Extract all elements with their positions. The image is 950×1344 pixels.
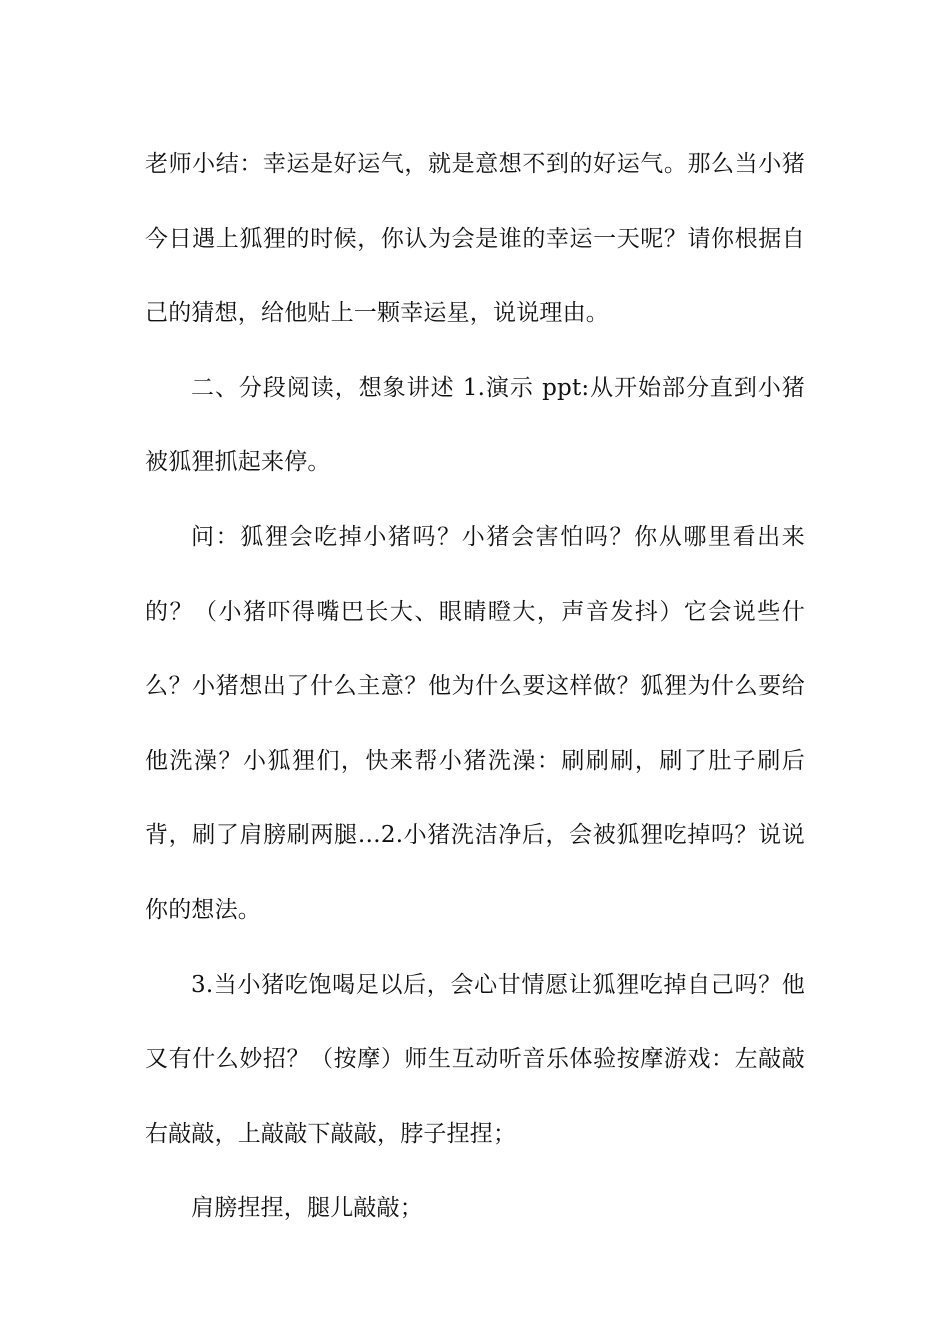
- document-body: [145, 127, 805, 1246]
- paragraph-questions: 问：狐狸会吃掉小猪吗？小猪会害怕吗？你从哪里看出来的？（小猪吓得嘴巴长大、眼睛瞪大，声音发抖）它会说些什么？小猪想出了什么主意？他为什么要这样做？狐狸为什么要给他洗澡？小狐狸们，快来帮小猪洗澡：刷刷刷，刷了肚子刷后背，刷了肩膀刷两腿…2.小猪洗洁净后，会被狐狸吃掉吗？说说你的想法。: [145, 523, 805, 923]
- paragraph-teacher-summary: 老师小结：幸运是好运气，就是意想不到的好运气。那么当小猪今日遇上狐狸的时候，你认为会是谁的幸运一天呢？请你根据自己的猜想，给他贴上一颗幸运星，说说理由。: [145, 151, 805, 327]
- paragraph-shoulders: 肩膀捏捏，腿儿敲敲；: [191, 1195, 423, 1222]
- paragraph-section-two: 二、分段阅读，想象讲述 1.演示 ppt:从开始部分直到小猪被狐狸抓起来停。: [145, 374, 805, 476]
- paragraph-massage-game: 3.当小猪吃饱喝足以后，会心甘情愿让狐狸吃掉自己吗？他又有什么妙招？（按摩）师生互动听音乐体验按摩游戏：左敲敲右敲敲，上敲敲下敲敲，脖子捏捏；: [145, 971, 805, 1147]
